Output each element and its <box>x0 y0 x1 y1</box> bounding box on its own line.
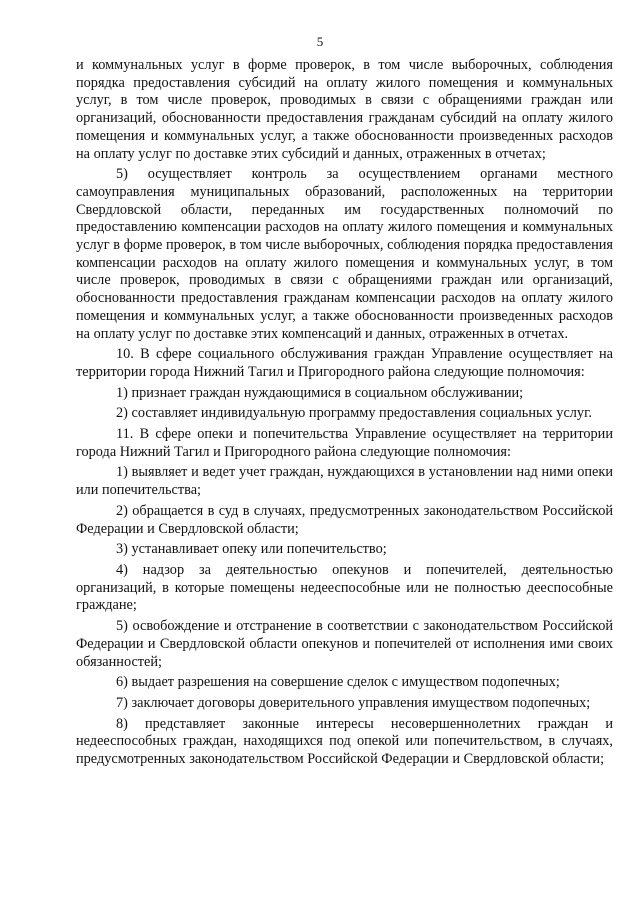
page-number: 5 <box>316 34 324 49</box>
paragraph-section-11-item-4: 4) надзор за деятельностью опекунов и попечителей, деятельностью организаций, в которые помещены недееспособные или не полностью дееспособные граждане; <box>76 561 613 614</box>
paragraph-continuation: и коммунальных услуг в форме проверок, в том числе выборочных, соблюдения порядка предоставления субсидий на оплату жилого помещения и коммунальных услуг, в том числе проверок, проводимых в связи с обращениями граждан или организаций, обоснованности предоставления гражданам субсидий на оплату жилого помещения и коммунальных услуг, а также обоснованности произведенных расходов на оплату услуг по доставке этих субсидий и данных, отраженных в отчетах; <box>76 57 613 162</box>
paragraph-section-11-item-6: 6) выдает разрешения на совершение сделок с имуществом подопечных; <box>116 674 560 691</box>
paragraph-section-11: 11. В сфере опеки и попечительства Управление осуществляет на территории города Нижний Тагил и Пригородного района следующие полномочия: <box>76 426 613 460</box>
paragraph-section-11-item-8: 8) представляет законные интересы несовершеннолетних граждан и недееспособных граждан, находящихся под опекой или попечительством, в случаях, предусмотренных законодательством Российской Федерации и Свердловской области; <box>76 715 613 768</box>
paragraph-section-10-item-2: 2) составляет индивидуальную программу предоставления социальных услуг. <box>116 405 592 422</box>
paragraph-section-11-item-2: 2) обращается в суд в случаях, предусмотренных законодательством Российской Федерации и Свердловской области; <box>76 502 613 537</box>
paragraph-section-11-item-5: 5) освобождение и отстранение в соответствии с законодательством Российской Федерации и Свердловской области опекунов и попечителей от исполнения ими своих обязанностей; <box>76 618 613 670</box>
document-body <box>76 57 613 769</box>
paragraph-section-11-item-3: 3) устанавливает опеку или попечительство; <box>116 541 387 558</box>
paragraph-section-11-item-1: 1) выявляет и ведет учет граждан, нуждающихся в установлении над ними опеки или попечительства; <box>76 464 613 499</box>
paragraph-section-10-item-1: 1) признает граждан нуждающимися в социальном обслуживании; <box>116 384 524 401</box>
paragraph-section-11-item-7: 7) заключает договоры доверительного управления имуществом подопечных; <box>116 694 591 711</box>
paragraph-item-5: 5) осуществляет контроль за осуществлением органами местного самоуправления муниципальных образований, расположенных на территории Свердловской области, переданных им государственных полномочий по предоставлению компенсации расходов на оплату жилого помещения и коммунальных услуг в форме проверок, в том числе выборочных, соблюдения порядка предоставления компенсации расходов на оплату жилого помещения и коммунальных услуг, в том числе проверок, проводимых в связи с обращениями граждан или организаций, обоснованности предоставления гражданам компенсации расходов на оплату жилого помещения и коммунальных услуг, а также обоснованности произведенных расходов на оплату услуг по доставке этих компенсаций и данных, отраженных в отчетах. <box>76 166 613 342</box>
paragraph-section-10: 10. В сфере социального обслуживания граждан Управление осуществляет на территории города Нижний Тагил и Пригородного района следующие полномочия: <box>76 346 613 380</box>
